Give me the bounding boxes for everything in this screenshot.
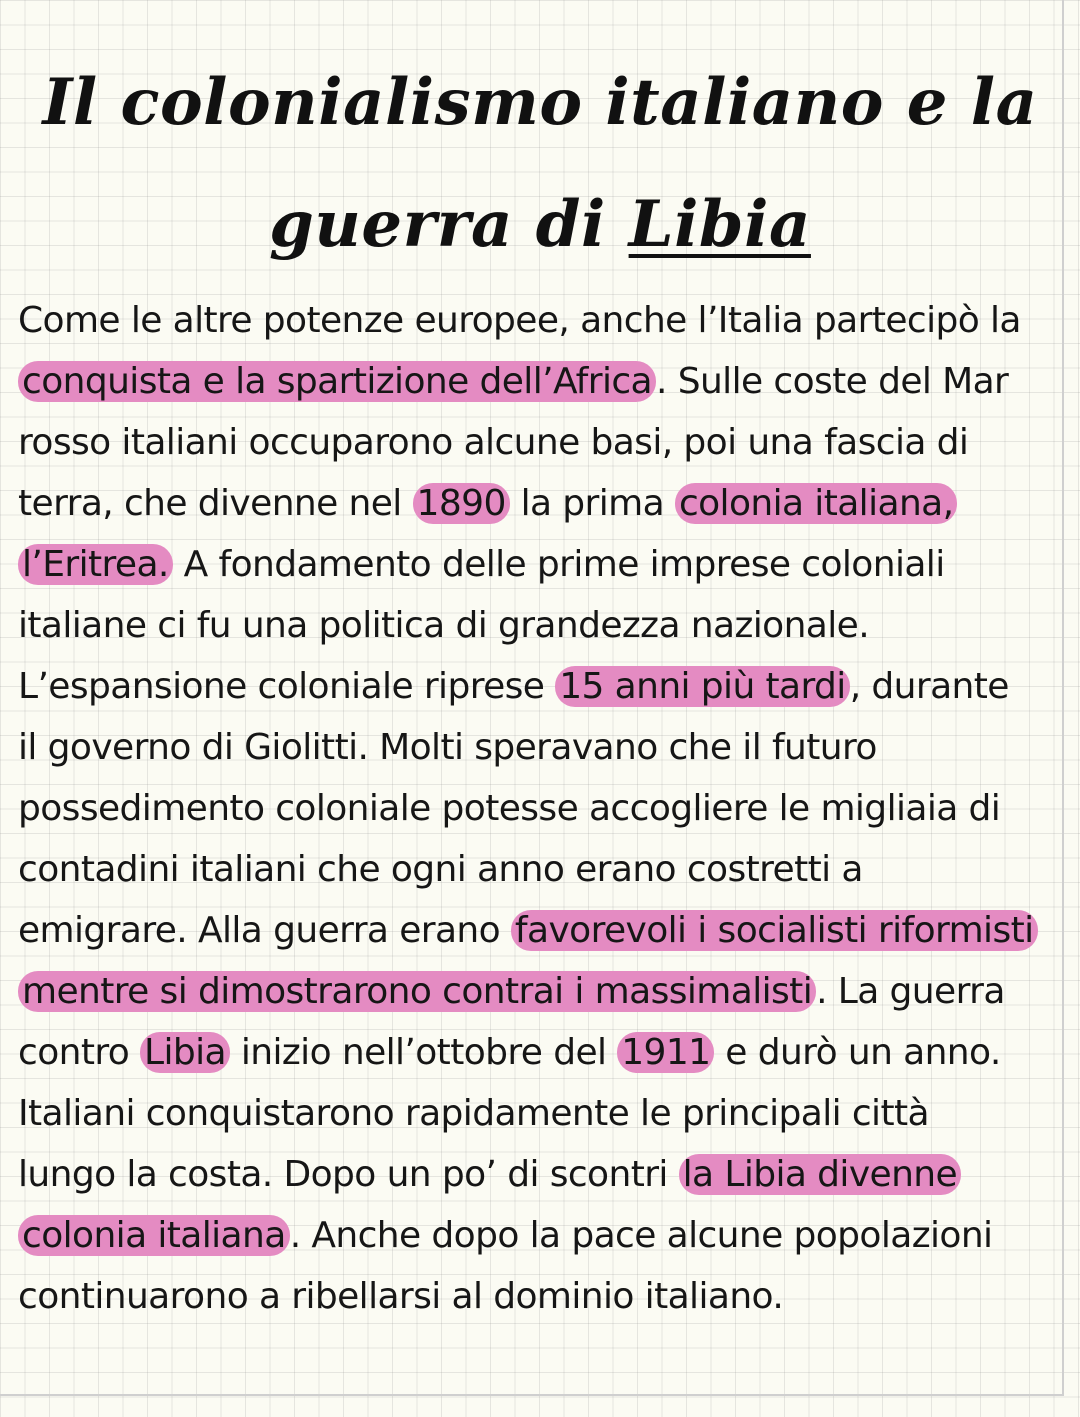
text-line [18,656,1058,717]
text-segment: contro [18,1032,141,1073]
text-line [18,351,1058,412]
text-segment: emigrare. Alla guerra erano [18,910,511,951]
text-segment: inizio nell’ottobre del [230,1032,618,1073]
text-line [18,1144,1058,1205]
highlight: 1890 [413,483,510,524]
text-segment: L’espansione coloniale riprese [18,666,556,707]
page-title [0,42,1080,286]
text-segment: e durò un anno. [714,1032,1001,1073]
title-line-2-text: guerra di [269,187,629,262]
text-line [18,1205,1058,1266]
title-line-1: Il colonialismo italiano e la [42,65,1038,140]
text-line: italiane ci fu una politica di grandezza nazionale. [18,605,870,646]
text-segment: la prima [509,483,675,524]
text-line: continuarono a ribellarsi al dominio italiano. [18,1276,784,1317]
text-segment: . Sulle coste del Mar [656,361,1009,402]
body-paragraph [18,290,1058,1327]
text-segment: terra, che divenne nel [18,483,413,524]
text-segment: . La guerra [816,971,1005,1012]
text-line [18,900,1058,961]
text-line [18,1022,1058,1083]
title-underlined-word: Libia [628,187,811,262]
text-segment: . Anche dopo la pace alcune popolazioni [289,1215,993,1256]
highlight: favorevoli i socialisti riformisti [511,910,1038,951]
text-segment: , durante [849,666,1009,707]
highlight: la Libia divenne [679,1154,961,1195]
text-segment: lungo la costa. Dopo un po’ di scontri [18,1154,679,1195]
highlight: l’Eritrea. [18,544,173,585]
highlight: colonia italiana, [675,483,958,524]
highlight: conquista e la spartizione dell’Africa [18,361,656,402]
highlight: 1911 [617,1032,714,1073]
text-line: rosso italiani occuparono alcune basi, poi una fascia di [18,422,969,463]
text-line: Italiani conquistarono rapidamente le principali città [18,1093,929,1134]
highlight: Libia [140,1032,230,1073]
title-line-2 [0,164,1080,286]
text-line [18,473,1058,534]
highlight: 15 anni più tardi [555,666,850,707]
text-line: il governo di Giolitti. Molti speravano che il futuro [18,727,877,768]
text-segment: A fondamento delle prime imprese coloniali [172,544,945,585]
text-line: contadini italiani che ogni anno erano costretti a [18,849,863,890]
text-line: possedimento coloniale potesse accogliere le migliaia di [18,788,1001,829]
highlight: mentre si dimostrarono contrai i massimalisti [18,971,816,1012]
text-line [18,534,1058,595]
text-line: Come le altre potenze europee, anche l’Italia partecipò la [18,300,1021,341]
highlight: colonia italiana [18,1215,290,1256]
text-line [18,961,1058,1022]
